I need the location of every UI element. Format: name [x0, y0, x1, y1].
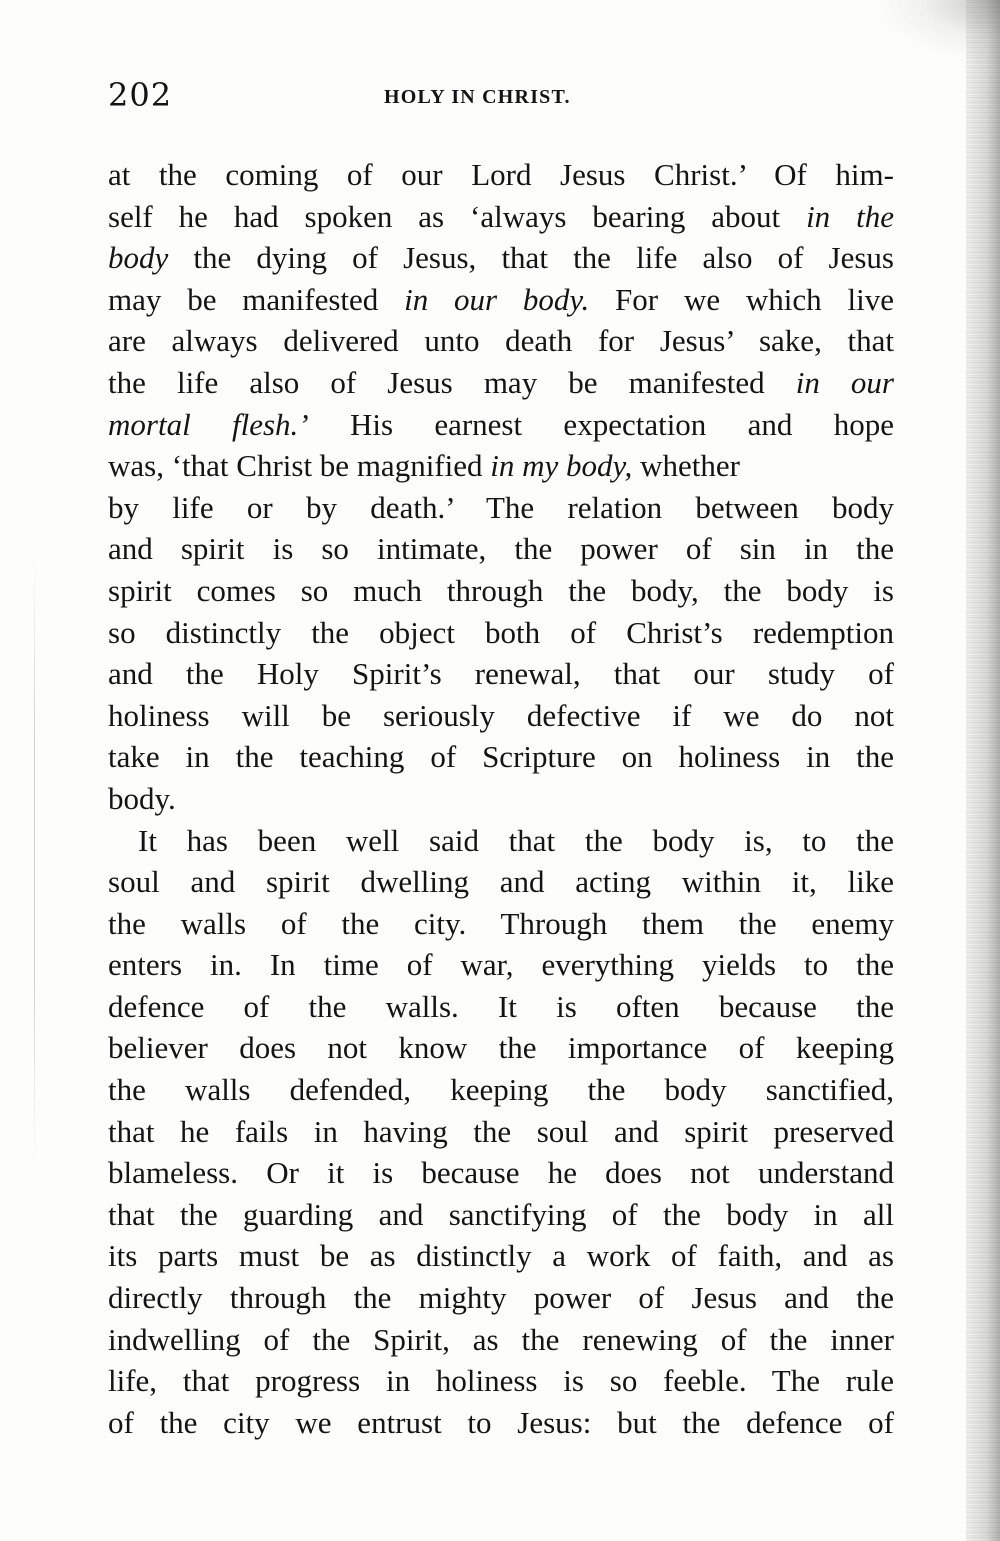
- text-line: the walls of the city. Through them the enemy: [108, 905, 894, 941]
- scan-gutter-mark: [34, 560, 35, 1160]
- text-line: the life also of Jesus may be manifested in our: [108, 364, 894, 400]
- paragraph-start-line: It has been well said that the body is, to the: [138, 822, 894, 858]
- text-line: was, ‘that Christ be magnified in my body, whether: [108, 448, 740, 484]
- text-line: are always delivered unto death for Jesus’ sake, that: [108, 323, 894, 359]
- text-line: its parts must be as distinctly a work of faith, and as: [108, 1238, 894, 1274]
- text-line: at the coming of our Lord Jesus Christ.’ Of him-: [108, 157, 894, 192]
- text-line: holiness will be seriously defective if we do not: [108, 697, 894, 733]
- text-line: body the dying of Jesus, that the life also of Jesus: [108, 240, 894, 276]
- text-line: so distinctly the object both of Christ’s redemption: [108, 614, 894, 650]
- text-line: that he fails in having the soul and spirit preserved: [108, 1113, 894, 1149]
- running-head: HOLY IN CHRIST.: [384, 86, 571, 108]
- text-line: enters in. In time of war, everything yields to the: [108, 947, 894, 983]
- text-line: body.: [108, 780, 176, 816]
- text-line: the walls defended, keeping the body sanctified,: [108, 1072, 894, 1108]
- text-line: blameless. Or it is because he does not understand: [108, 1155, 894, 1191]
- text-line: of the city we entrust to Jesus: but the defence of: [108, 1404, 894, 1440]
- text-line: self he had spoken as ‘always bearing about in the: [108, 198, 894, 234]
- text-line: and the Holy Spirit’s renewal, that our study of: [108, 656, 894, 692]
- text-line: by life or by death.’ The relation between body: [108, 489, 894, 525]
- text-line: believer does not know the importance of keeping: [108, 1030, 894, 1066]
- scan-corner-shadow: [880, 0, 1000, 60]
- text-line: defence of the walls. It is often because the: [108, 988, 894, 1024]
- text-line: mortal flesh.’ His earnest expectation and hope: [108, 406, 894, 442]
- text-line: directly through the mighty power of Jesus and the: [108, 1280, 894, 1316]
- text-line: that the guarding and sanctifying of the body in all: [108, 1196, 894, 1232]
- text-line: spirit comes so much through the body, the body is: [108, 572, 894, 608]
- text-line: may be manifested in our body. For we which live: [108, 281, 894, 317]
- text-line: soul and spirit dwelling and acting within it, like: [108, 864, 894, 900]
- page-number: 202: [108, 76, 173, 114]
- text-line: indwelling of the Spirit, as the renewing of the inner: [108, 1321, 894, 1357]
- text-line: and spirit is so intimate, the power of sin in the: [108, 531, 894, 567]
- scan-edge-shadow: [966, 0, 1000, 1541]
- body-text: [108, 154, 894, 1443]
- text-line: life, that progress in holiness is so feeble. The rule: [108, 1363, 894, 1399]
- text-line: take in the teaching of Scripture on holiness in the: [108, 739, 894, 775]
- page-header: [108, 76, 896, 122]
